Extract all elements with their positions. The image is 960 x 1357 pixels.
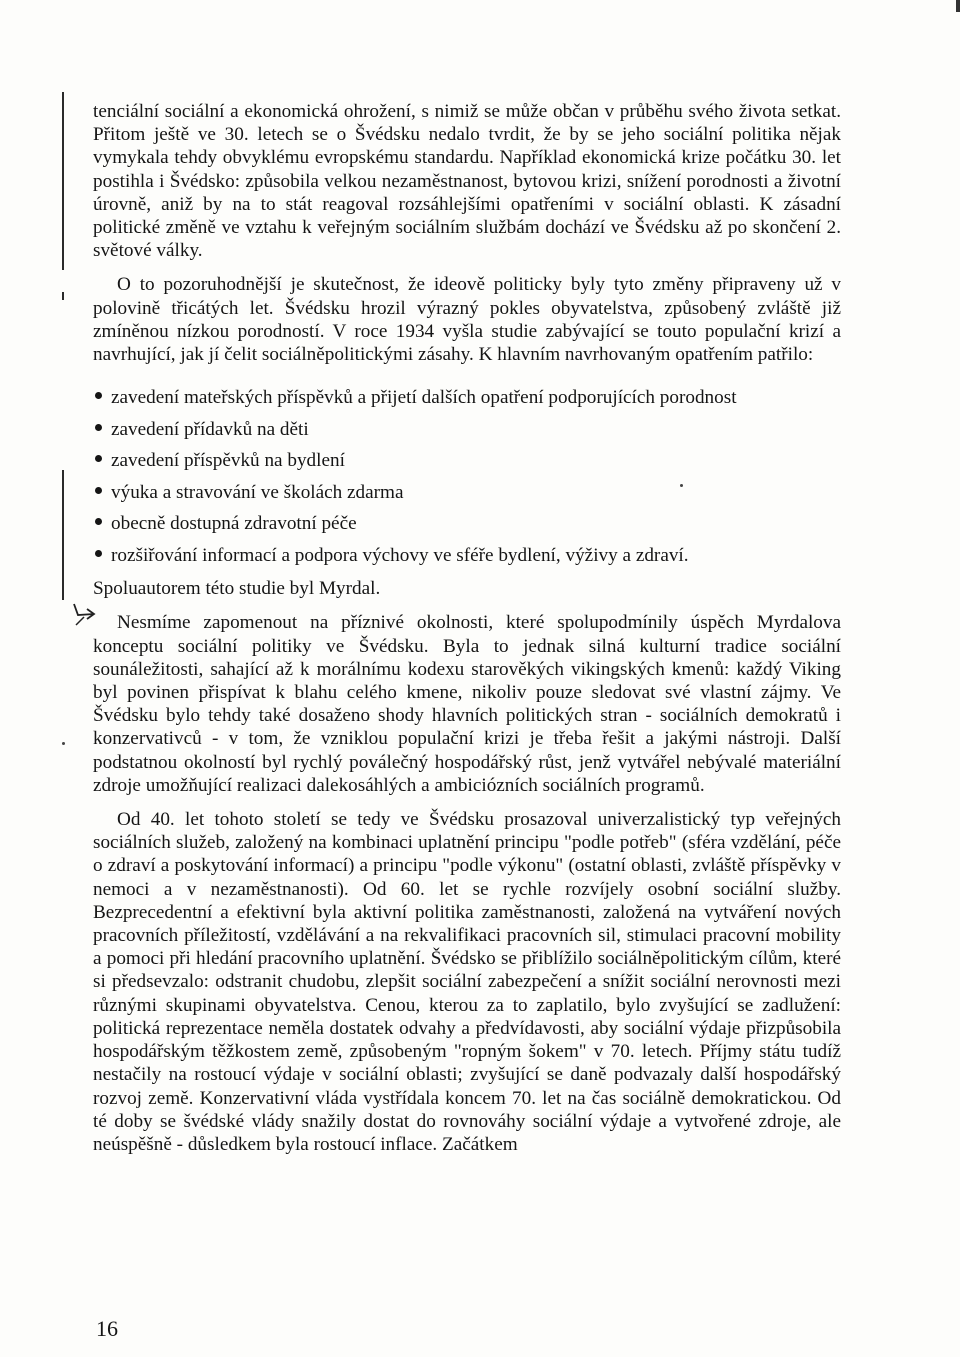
bullet-item: zavedení mateřských příspěvků a přijetí dalších opatření podporujících porodnost (93, 386, 841, 418)
bullet-list (93, 386, 841, 575)
margin-bracket-line (62, 292, 64, 300)
bullet-icon (95, 518, 102, 525)
paragraph: O to pozoruhodnější je skutečnost, že ideově politicky byly tyto změny připraveny už v polovině třicátých let. Švédsku hrozil výrazný pokles obyvatelstva, způsobený zvláště již zmíněnou nízkou porodností. V roce 1934 vyšla studie zabývající se touto populační krizí a navrhující, jak jí čelit sociálněpolitickými zásahy. K hlavním navrhovaným opatřením patřilo: (93, 274, 841, 366)
bullet-icon (95, 487, 102, 494)
body-text (93, 100, 841, 1156)
paragraph: Nesmíme zapomenout na příznivé okolnosti, které spolupodmínily úspěch Myrdalova konceptu sociální politiky ve Švédsku. Byla to jednak silná kulturní tradice sociální sounáležitosti, sahající až k morálnímu kodexu starověkých vikingských kmenů: každý Viking byl povinen přispívat k blahu celého kmene, nikoliv pouze sledovat své vlastní zájmy. Ve Švédsku bylo tehdy také dosaženo shody hlavních politických stran - sociálních demokratů i konzervativců - v tom, že vzniklou populační krizi je třeba řešit a jakými nástroji. Další podstatnou okolností byl rychlý poválečný hospodářský růst, jenž vytvářel nebývalé materiální zdroje umožňující realizaci dalekosáhlých a ambiciózních sociálních programů. (93, 612, 841, 796)
bullet-icon (95, 424, 102, 431)
margin-bracket-line (62, 92, 64, 270)
bullet-icon (95, 455, 102, 462)
scan-speck (62, 742, 65, 745)
bullet-item: výuka a stravování ve školách zdarma (93, 481, 841, 513)
bullet-item: zavedení příspěvků na bydlení (93, 449, 841, 481)
bullet-item: rozšiřování informací a podpora výchovy ve sféře bydlení, výživy a zdraví. (93, 544, 841, 576)
bullet-icon (95, 392, 102, 399)
bullet-item: obecně dostupná zdravotní péče (93, 512, 841, 544)
bullet-item: zavedení přídavků na děti (93, 418, 841, 450)
scan-edge-mark (956, 0, 960, 12)
bullet-icon (95, 550, 102, 557)
margin-bracket-line (62, 470, 64, 600)
paragraph: Od 40. let tohoto století se tedy ve Švédsku prosazoval univerzalistický typ veřejných sociálních služeb, založený na kombinaci uplatnění principu "podle potřeb" (sféra vzdělání, péče o zdraví a poskytování informací) a principu "podle výkonu" (ostatní oblasti, zvláště příspěvky v nemoci a v nezaměstnanosti). Od 60. let se rychle rozvíjely osobní sociální služby. Bezprecedentní a efektivní byla aktivní politika zaměstnanosti, založená na vytváření nových pracovních příležitostí, vzdělávání a na rekvalifikaci pracovních sil, stimulaci pracovní mobility a pomoci při hledání pracovního uplatnění. Švédsko se přiblížilo sociálněpolitickým cílům, které si předsevzalo: odstranit chudobu, zlepšit sociální zabezpečení a snížit sociální nerovnosti mezi různými skupinami obyvatelstva. Cenou, kterou za to zaplatilo, bylo zvyšující se zadlužení: politická reprezentace neměla dostatek odvahy a předvídavosti, aby sociální výdaje přizpůsobila hospodářským těžkostem země, způsobeným "ropným šokem" v 70. letech. Příjmy státu tudíž nestačily na rostoucí výdaje v sociální oblasti; zvyšující se daně podvazaly další hospodářský rozvoj země. Konzervativní vláda vystřídala koncem 70. let na čas sociálně demokratickou. Od té doby se švédské vlády snažily dostat do rovnováhy sociální výdaje a vytvořené zdroje, ale neúspěšně - důsledkem byla rostoucí inflace. Začátkem (93, 809, 841, 1155)
paragraph: tenciální sociální a ekonomická ohrožení, s nimiž se může občan v průběhu svého života setkat. Přitom ještě ve 30. letech se o Švédsku nedalo tvrdit, že by se jeho sociální politika nějak vymykala tehdy obvyklému evropskému standardu. Například ekonomická krize počátku 30. let postihla i Švédsko: způsobila velkou nezaměstnanost, bytovou krizi, snížení porodnosti a životní úrovně, aniž by na to stát reagoval rozsáhlejšími opatřeními v sociální oblasti. K zásadní politické změně ve vztahu k veřejným sociálním službám dochází ve Švédsku až po skončení 2. světové války. (93, 101, 841, 262)
study-author-note: Spoluautorem této studie byl Myrdal. (93, 578, 381, 600)
page-number: 16 (96, 1316, 118, 1341)
